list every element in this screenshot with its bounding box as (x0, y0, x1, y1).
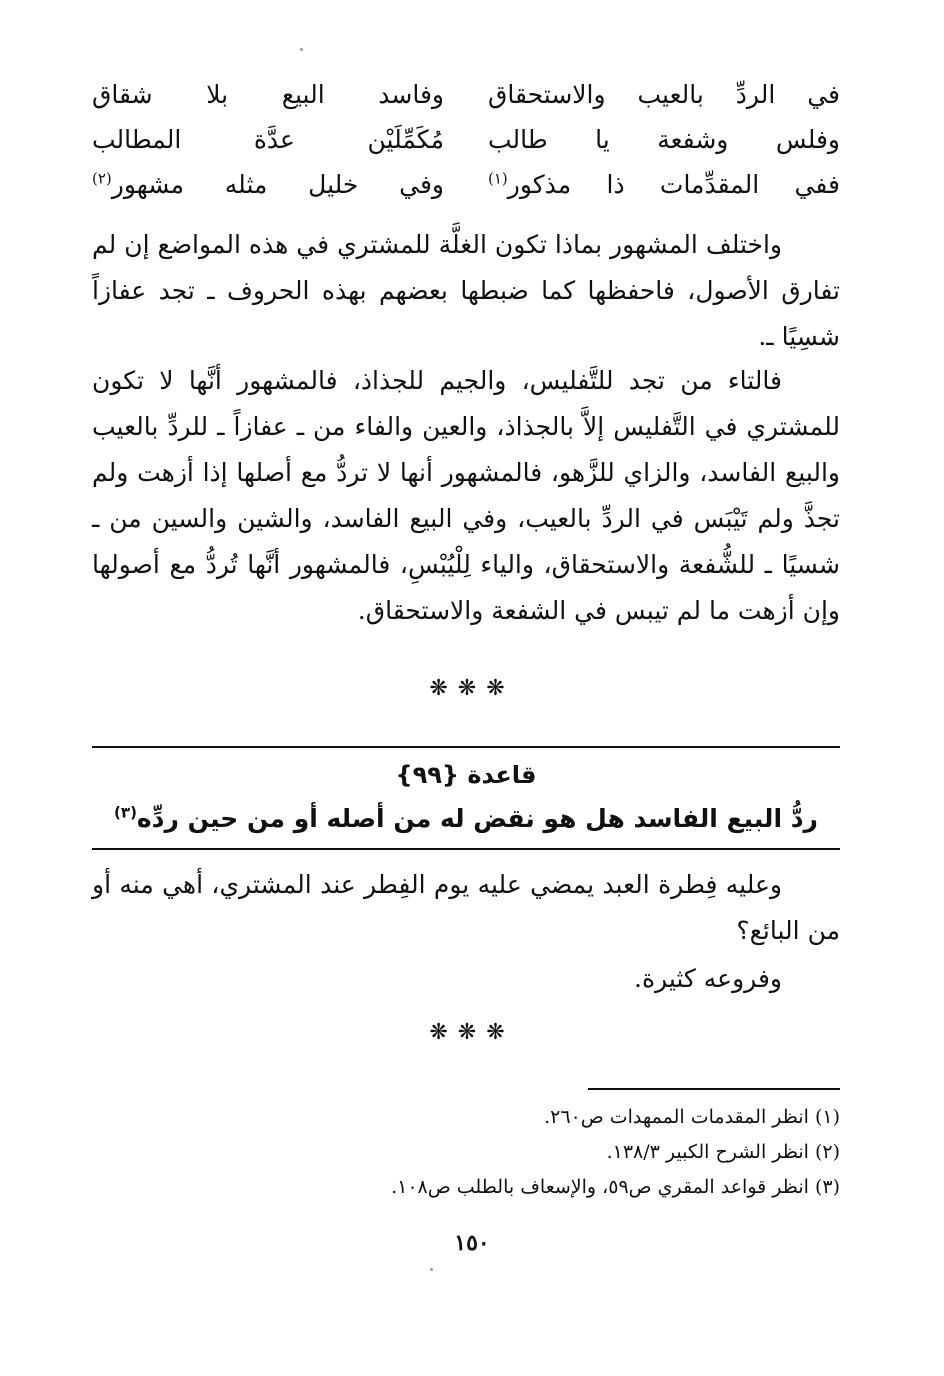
rule-bottom-line (92, 848, 840, 850)
poem-verses (92, 72, 840, 207)
section-separator: ❋❋❋ (429, 676, 515, 701)
body-paragraph: فالتاء من تجد للتَّفليس، والجيم للجذاذ، فالمشهور أنَّها لا تكون للمشتري في التَّفليس إلاَّ بالجذاذ، والعين والفاء من ـ عفازاً ـ للردِّ بالعيب والبيع الفاسد، والزاي للزَّهو، فالمشهور أنها لا تردُّ مع أصلها إذا أزهت ولم تجذَّ ولم تَيْبَس في الردِّ بالعيب، وفي البيع الفاسد، والشين والسين من ـ شسيًا ـ للشُّفعة والاستحقاق، والياء لِلْيُبْسِ، فالمشهور أنَّها تُردُّ مع أصولها وإن أزهت ما لم تيبس في الشفعة والاستحقاق. (92, 366, 840, 625)
page-number: ١٥٠ (454, 1230, 490, 1256)
verse-right-hemistich: في الردِّ بالعيب والاستحقاق (488, 80, 840, 109)
poem-verse (92, 162, 840, 207)
verse-right-hemistich: وفلس وشفعة يا طالب (488, 125, 840, 154)
footnote: (٣) انظر قواعد المقري ص٥٩، والإسعاف بالطلب ص١٠٨. (391, 1176, 840, 1198)
poem-verse (92, 72, 840, 117)
verse-right-hemistich (488, 162, 840, 207)
footnote-ref: (١) (488, 169, 508, 188)
verse-left-hemistich: مُكَمِّلَيْن عدَّة المطالب (92, 125, 444, 154)
hemistich-text: وفي خليل مثله مشهور (111, 170, 444, 199)
body-paragraph: واختلف المشهور بماذا تكون الغلَّة للمشتري في هذه المواضع إن لم تفارق الأصول، فاحفظها كما ضبطها بعضهم بهذه الحروف ـ تجد عفازاً شسِيًا ـ. (92, 230, 840, 351)
footnote-divider (588, 1088, 840, 1090)
section-separator: ❋❋❋ (429, 1020, 515, 1045)
body-paragraph: وعليه فِطرة العبد يمضي عليه يوم الفِطر عند المشتري، أهي منه أو من البائع؟ (92, 870, 840, 945)
body-paragraph: وفروعه كثيرة. (634, 964, 782, 993)
verse-left-hemistich: وفاسد البيع بلا شقاق (92, 80, 444, 109)
footnote: (١) انظر المقدمات الممهدات ص٢٦٠. (544, 1106, 840, 1128)
footnotes (92, 1100, 840, 1205)
scan-speck (300, 48, 303, 51)
footnote: (٢) انظر الشرح الكبير ١٣٨/٣. (606, 1141, 840, 1163)
rule-number: قاعدة {٩٩} (395, 761, 537, 789)
footnote-ref: (٣) (114, 803, 137, 822)
scan-speck (430, 1268, 433, 1271)
poem-verse (92, 117, 840, 162)
rule-title-text: ردُّ البيع الفاسد هل هو نقض له من أصله أو من حين ردِّه (136, 804, 818, 833)
rule-title (92, 798, 840, 840)
verse-left-hemistich (92, 162, 444, 207)
hemistich-text: ففي المقدِّمات ذا مذكور (507, 170, 840, 199)
footnote-ref: (٢) (92, 169, 112, 188)
rule-top-line (92, 746, 840, 748)
